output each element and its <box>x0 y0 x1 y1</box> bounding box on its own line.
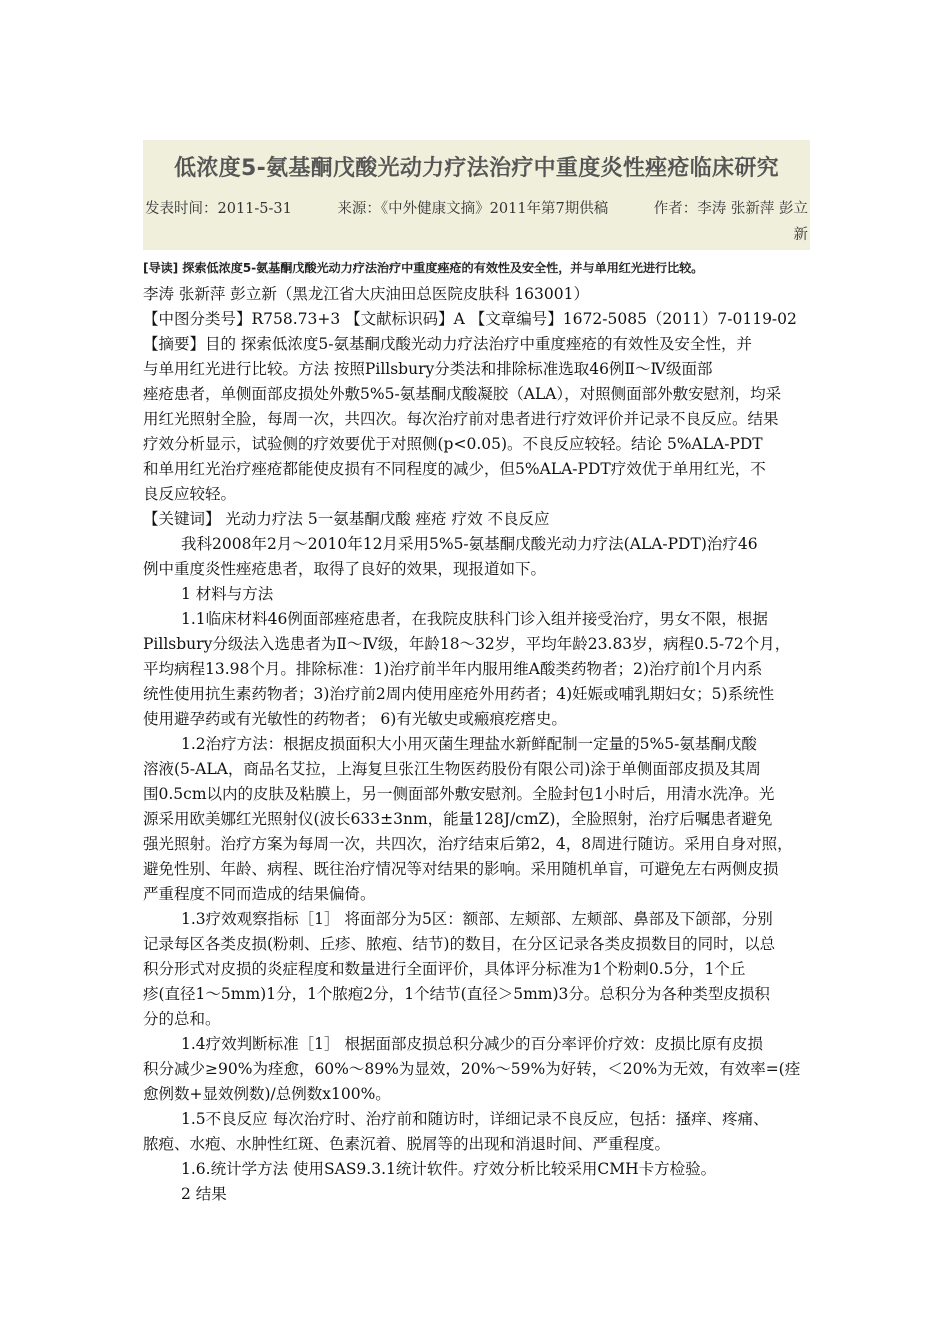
body-line: 我科2008年2月～2010年12月采用5%5-氨基酮戊酸光动力疗法(ALA-PDT)治疗46 <box>181 535 758 553</box>
body-line: 【摘要】目的 探索低浓度5-氨基酮戊酸光动力疗法治疗中重度痤疮的有效性及安全性，并 <box>143 335 753 353</box>
body-line: 【中图分类号】R758.73+3 【文献标识码】A 【文章编号】1672-5085（2011）7-0119-02 <box>143 310 797 328</box>
body-line: 用红光照射全脸，每周一次，共四次。每次治疗前对患者进行疗效评价并记录不良反应。结果 <box>143 410 779 428</box>
source: 来源：《中外健康文摘》2011年第7期供稿 <box>337 201 609 217</box>
body-line: 溶液(5-ALA，商品名艾拉，上海复旦张江生物医药股份有限公司)涂于单侧面部皮损及其周 <box>143 760 761 778</box>
authors: 作者：李涛 张新萍 彭立 <box>653 201 808 217</box>
body-line: 1.3疗效观察指标［1］ 将面部分为5区：额部、左颊部、左颊部、鼻部及下颌部，分别 <box>181 910 773 928</box>
article-body <box>143 282 810 1207</box>
body-line: 2 结果 <box>181 1185 227 1203</box>
body-line: 严重程度不同而造成的结果偏倚。 <box>143 885 376 903</box>
title-band <box>143 140 810 193</box>
meta-line <box>145 196 808 222</box>
body-line: 1.2治疗方法：根据皮损面积大小用灭菌生理盐水新鲜配制一定量的5%5-氨基酮戊酸 <box>181 735 757 753</box>
meta-band <box>143 193 810 250</box>
body-line: 良反应较轻。 <box>143 485 237 503</box>
body-line: 痤疮患者，单侧面部皮损处外敷5%5-氨基酮戊酸凝胶（ALA），对照侧面部外敷安慰剂，均采 <box>143 385 782 403</box>
publish-date: 发表时间：2011-5-31 <box>145 201 292 217</box>
body-line: 【关键词】 光动力疗法 5一氨基酮戊酸 痤疮 疗效 不良反应 <box>143 510 550 528</box>
body-line: 1 材料与方法 <box>181 585 274 603</box>
body-line: 1.1临床材料46例面部痤疮患者，在我院皮肤科门诊入组并接受治疗，男女不限，根据 <box>181 610 768 628</box>
body-line: 源采用欧美娜红光照射仪(波长633±3nm，能量128J/cmZ)，全脸照射，治疗后嘱患者避免 <box>143 810 773 828</box>
body-line: 1.4疗效判断标准［1］ 根据面部皮损总积分减少的百分率评价疗效：皮损比原有皮损 <box>181 1035 763 1053</box>
body-line: 使用避孕药或有光敏性的药物者； 6)有光敏史或瘢痕疙瘩史。 <box>143 710 567 728</box>
body-line: 例中重度炎性痤疮患者，取得了良好的效果，现报道如下。 <box>143 560 547 578</box>
body-line: 疗效分析显示，试验侧的疗效要优于对照侧(p<0.05)。不良反应较轻。结论 5%ALA-PDT <box>143 435 763 453</box>
body-line: 和单用红光治疗痤疮都能使皮损有不同程度的减少，但5%ALA-PDT疗效优于单用红光，不 <box>143 460 766 478</box>
body-line: 避免性别、年龄、病程、既往治疗情况等对结果的影响。采用随机单盲，可避免左右两侧皮损 <box>143 860 779 878</box>
body-line: 统性使用抗生素药物者；3)治疗前2周内使用座疮外用药者；4)妊娠或哺乳期妇女；5)系统性 <box>143 685 775 703</box>
body-line: 疹(直径1～5mm)1分，1个脓疱2分，1个结节(直径＞5mm)3分。总积分为各种类型皮损积 <box>143 985 770 1003</box>
body-line: 与单用红光进行比较。方法 按照Pillsbury分类法和排除标准选取46例Ⅱ～Ⅳ级面部 <box>143 360 713 378</box>
body-line: 愈例数+显效例数)/总例数x100%。 <box>143 1085 391 1103</box>
body-line: 脓疱、水疱、水肿性红斑、色素沉着、脱屑等的出现和消退时间、严重程度。 <box>143 1135 671 1153</box>
article-title: 低浓度5-氨基酮戊酸光动力疗法治疗中重度炎性痤疮临床研究 <box>174 156 779 181</box>
body-line: 1.6.统计学方法 使用SAS9.3.1统计软件。疗效分析比较采用CMH卡方检验。 <box>181 1160 717 1178</box>
body-line: 积分减少≥90%为痊愈，60%～89%为显效，20%～59%为好转，＜20%为无效，有效率=(痊 <box>143 1060 801 1078</box>
body-line: Pillsbury分级法入选患者为Ⅱ～Ⅳ级，年龄18～32岁，平均年龄23.83岁，病程0.5-72个月， <box>143 635 791 653</box>
body-line: 平均病程13.98个月。排除标准：1)治疗前半年内服用维A酸类药物者；2)治疗前l个月内系 <box>143 660 763 678</box>
article <box>143 140 810 1207</box>
body-line: 1.5不良反应 每次治疗时、治疗前和随访时，详细记录不良反应，包括：搔痒、疼痛、 <box>181 1110 769 1128</box>
body-line: 李涛 张新萍 彭立新（黑龙江省大庆油田总医院皮肤科 163001） <box>143 285 589 303</box>
authors-continued: 新 <box>793 227 808 243</box>
body-line: 分的总和。 <box>143 1010 221 1028</box>
lead-summary: [导读] 探索低浓度5-氨基酮戊酸光动力疗法治疗中重度痤疮的有效性及安全性，并与单用红光进行比较。 <box>143 261 704 275</box>
body-line: 记录每区各类皮损(粉刺、丘疹、脓疱、结节)的数目，在分区记录各类皮损数目的同时，以总 <box>143 935 776 953</box>
body-line: 积分形式对皮损的炎症程度和数量进行全面评价，具体评分标准为1个粉刺0.5分，1个丘 <box>143 960 746 978</box>
body-line: 强光照射。治疗方案为每周一次，共四次，治疗结束后第2，4，8周进行随访。采用自身对照， <box>143 835 793 853</box>
body-line: 围0.5cm以内的皮肤及粘膜上，另一侧面部外敷安慰剂。全脸封包1小时后，用清水洗净。光 <box>143 785 775 803</box>
